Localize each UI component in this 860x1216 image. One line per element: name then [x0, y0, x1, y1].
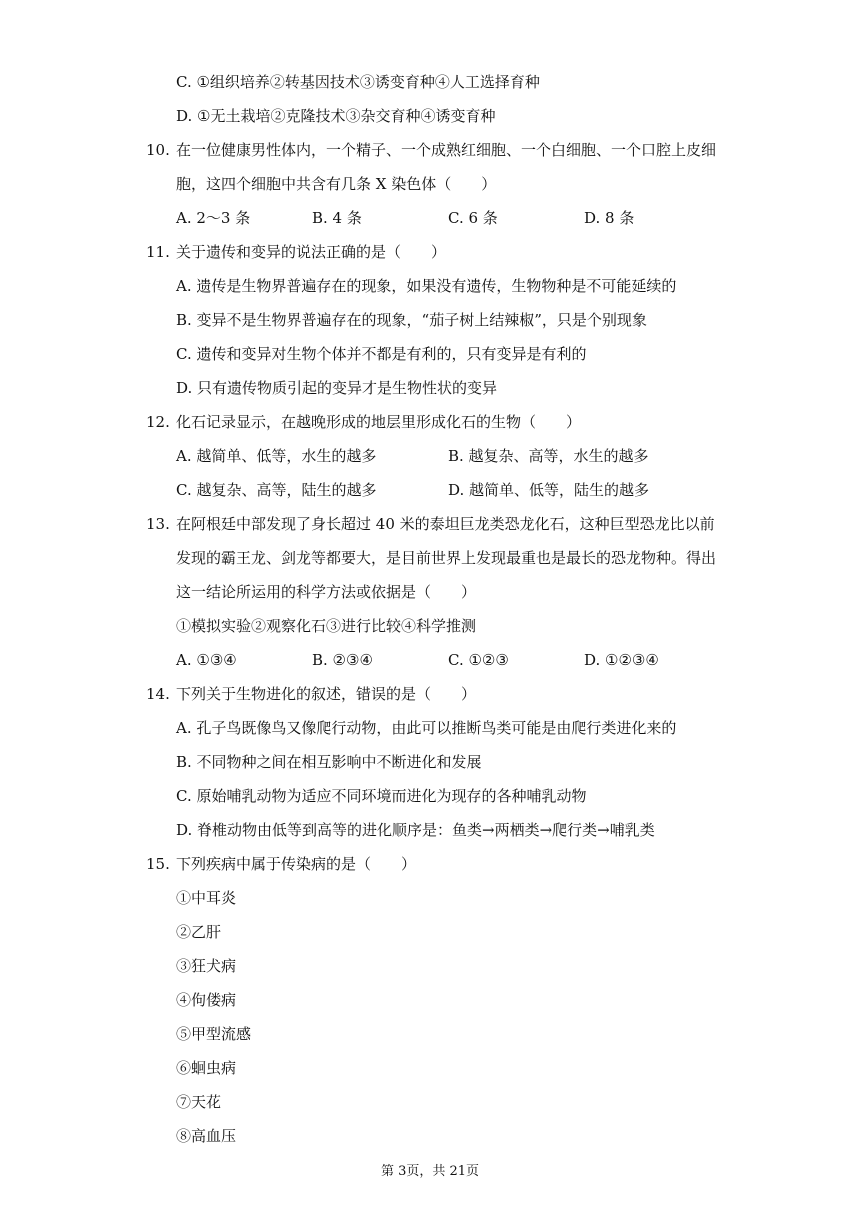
- q15-item: ④佝偻病: [176, 991, 237, 1009]
- q12-option-b: B. 越复杂、高等，水生的越多: [448, 447, 649, 465]
- q14-option-b: B. 不同物种之间在相互影响中不断进化和发展: [176, 753, 482, 771]
- q15-item: ⑦天花: [176, 1093, 222, 1111]
- q13-items: ①模拟实验②观察化石③进行比较④科学推测: [176, 617, 477, 635]
- q10-stem-line2: 胞，这四个细胞中共含有几条 X 染色体（ ）: [176, 175, 497, 193]
- q13-stem-line2: 发现的霸王龙、剑龙等都要大，是目前世界上发现最重也是最长的恐龙物种。得出: [176, 549, 717, 567]
- q14-number: 14.: [146, 685, 170, 703]
- q10-stem-line1: 在一位健康男性体内，一个精子、一个成熟红细胞、一个白细胞、一个口腔上皮细: [176, 141, 717, 159]
- q9-option-c: C. ①组织培养②转基因技术③诱变育种④人工选择育种: [176, 73, 540, 91]
- q12-number: 12.: [146, 413, 170, 431]
- q10-number: 10.: [146, 141, 170, 159]
- q11-option-d: D. 只有遗传物质引起的变异才是生物性状的变异: [176, 379, 498, 397]
- q10-option-c: C. 6 条: [448, 209, 498, 227]
- q14-stem: 下列关于生物进化的叙述，错误的是（ ）: [176, 685, 477, 703]
- q14-option-a: A. 孔子鸟既像鸟又像爬行动物，由此可以推断鸟类可能是由爬行类进化来的: [176, 719, 677, 737]
- q15-stem: 下列疾病中属于传染病的是（ ）: [176, 855, 417, 873]
- q10-option-b: B. 4 条: [312, 209, 362, 227]
- q12-options-row2: [176, 480, 716, 500]
- q9-option-d: D. ①无土栽培②克隆技术③杂交育种④诱变育种: [176, 107, 496, 125]
- q12-options-row1: [176, 446, 716, 466]
- q11-option-c: C. 遗传和变异对生物个体并不都是有利的，只有变异是有利的: [176, 345, 587, 363]
- q12-option-c: C. 越复杂、高等，陆生的越多: [176, 481, 377, 499]
- q10-options: [176, 208, 676, 228]
- q14-option-d: D. 脊椎动物由低等到高等的进化顺序是：鱼类→两栖类→爬行类→哺乳类: [176, 821, 655, 839]
- q11-number: 11.: [146, 243, 170, 261]
- page-footer: 第 3页，共 21页: [380, 1164, 480, 1179]
- q15-item: ③狂犬病: [176, 957, 237, 975]
- q13-option-b: B. ②③④: [312, 651, 373, 669]
- q12-stem: 化石记录显示，在越晚形成的地层里形成化石的生物（ ）: [176, 413, 582, 431]
- q15-item: ⑧高血压: [176, 1127, 237, 1145]
- q13-options: [176, 650, 716, 670]
- q13-stem-line1: 在阿根廷中部发现了身长超过 40 米的泰坦巨龙类恐龙化石，这种巨型恐龙比以前: [176, 515, 715, 533]
- q13-option-d: D. ①②③④: [584, 651, 659, 669]
- q14-option-c: C. 原始哺乳动物为适应不同环境而进化为现存的各种哺乳动物: [176, 787, 587, 805]
- q15-number: 15.: [146, 855, 170, 873]
- q13-stem-line3: 这一结论所运用的科学方法或依据是（ ）: [176, 583, 477, 601]
- q12-option-a: A. 越简单、低等，水生的越多: [176, 447, 377, 465]
- q15-item: ①中耳炎: [176, 889, 237, 907]
- q11-stem: 关于遗传和变异的说法正确的是（ ）: [176, 243, 447, 261]
- q10-option-a: A. 2～3 条: [176, 209, 251, 227]
- q15-item: ⑥蛔虫病: [176, 1059, 237, 1077]
- q10-option-d: D. 8 条: [584, 209, 635, 227]
- q13-option-c: C. ①②③: [448, 651, 509, 669]
- q12-option-d: D. 越简单、低等，陆生的越多: [448, 481, 650, 499]
- q13-option-a: A. ①③④: [176, 651, 237, 669]
- q13-number: 13.: [146, 515, 170, 533]
- q11-option-a: A. 遗传是生物界普遍存在的现象，如果没有遗传，生物物种是不可能延续的: [176, 277, 677, 295]
- q15-item: ⑤甲型流感: [176, 1025, 252, 1043]
- q15-item: ②乙肝: [176, 923, 222, 941]
- q11-option-b: B. 变异不是生物界普遍存在的现象，“茄子树上结辣椒”，只是个别现象: [176, 311, 647, 329]
